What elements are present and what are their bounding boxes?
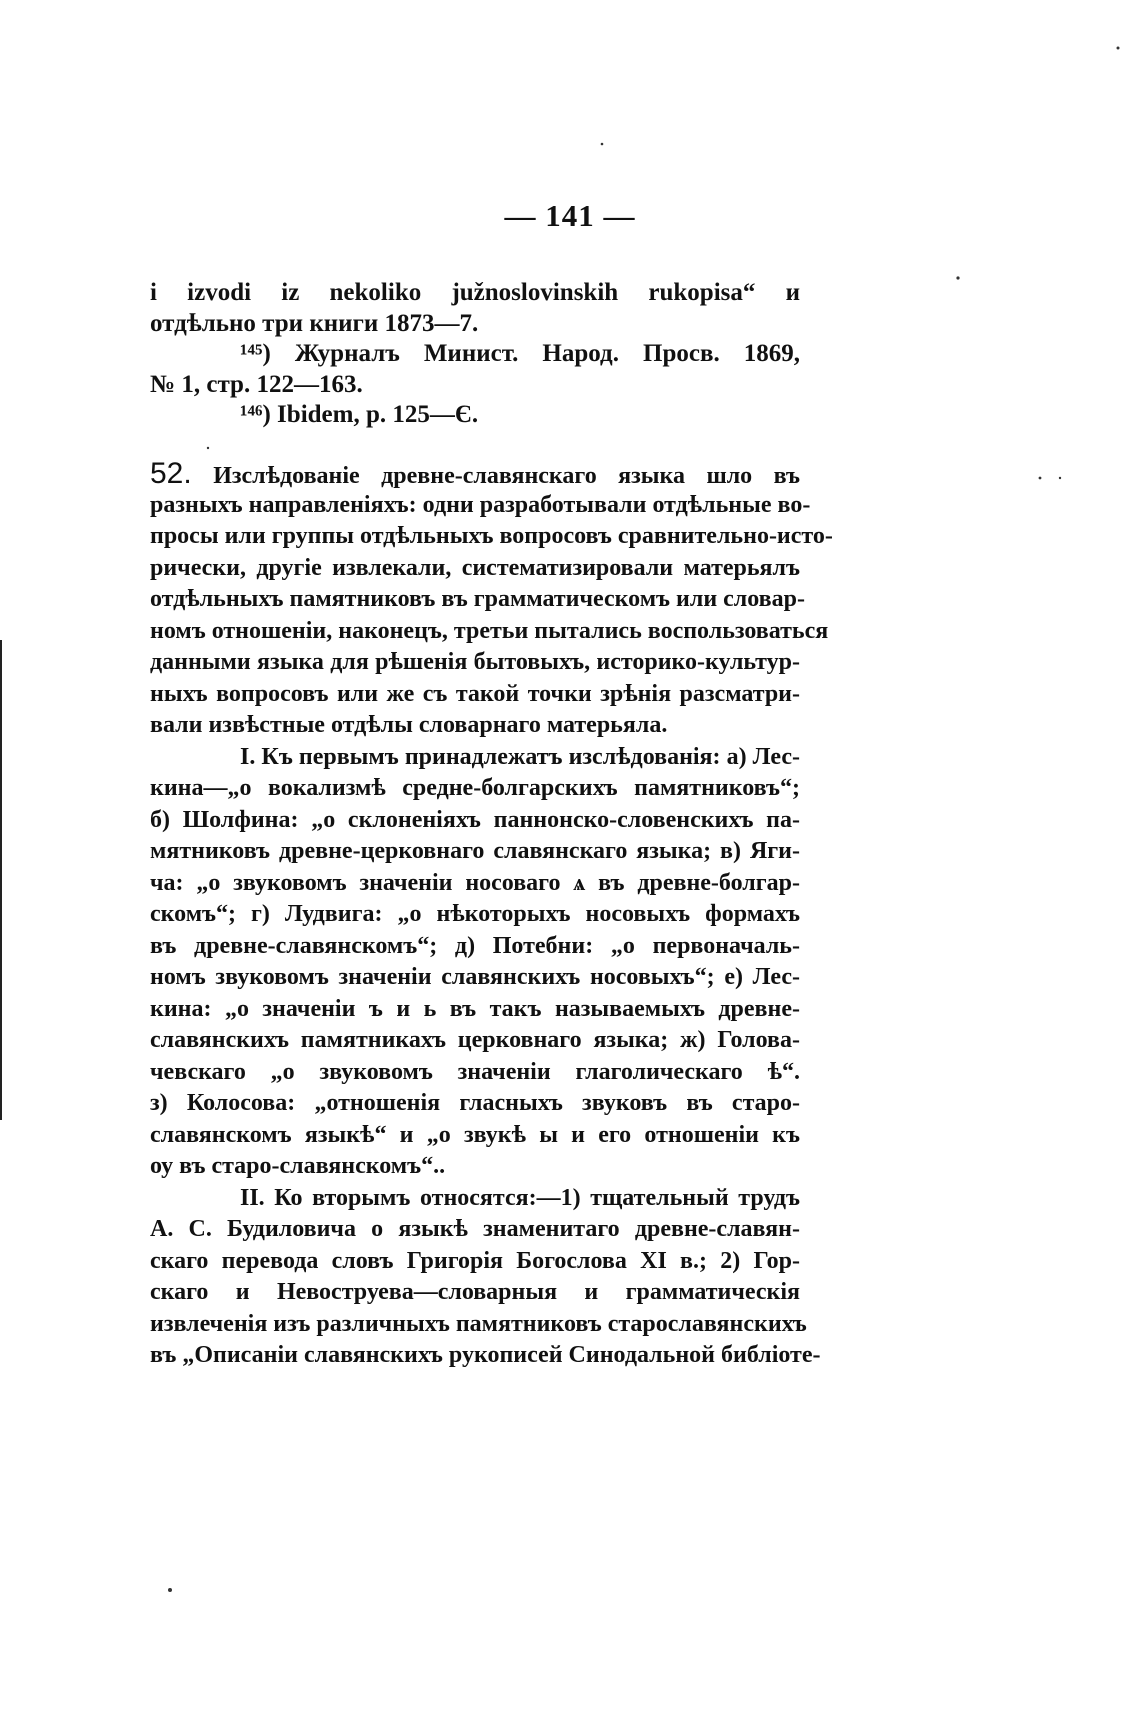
paragraph-1-line: просы или группы отдѣльныхъ вопросовъ сравнительно-исто- (150, 523, 833, 549)
section-number: 52. (150, 457, 192, 490)
speck (1039, 477, 1042, 480)
paragraph-2-line: въ древне-славянскомъ“; д) Потебни: „о первоначаль- (150, 932, 800, 959)
paragraph-2-line: з) Колосова: „отношенiя гласныхъ звуковъ въ старо- (150, 1090, 800, 1116)
paragraph-2-line: ча: „о звуковомъ значенiи носоваго ѧ въ древне-болгар- (150, 869, 800, 896)
paragraph-3-line: извлеченiя изъ различныхъ памятниковъ старославянскихъ (150, 1310, 807, 1337)
paragraph-3-line: скаго перевода словъ Григорiя Богослова XI в.; 2) Гор- (150, 1247, 800, 1274)
speck (1059, 477, 1061, 479)
speck (1117, 47, 1120, 50)
footnote-line: № 1, стр. 122—163. (150, 370, 363, 398)
footnote-line: отдѣльно три книги 1873—7. (150, 309, 479, 337)
paragraph-2-line: славянскихъ памятникахъ церковнаго языка; ж) Голова- (150, 1027, 800, 1053)
scan-edge (0, 640, 2, 1120)
paragraph-2-line: мятниковъ древне-церковнаго славянскаго языка; в) Яги- (150, 838, 800, 864)
paragraph-1-line: данными языка для рѣшенiя бытовыхъ, историко-культур- (150, 649, 800, 675)
footnote-146: ¹⁴⁶) Ibidem, p. 125—Є. (240, 401, 479, 428)
paragraph-1-line: отдѣльныхъ памятниковъ въ грамматическомъ или словар- (150, 586, 805, 612)
paragraph-1-line: номъ отношенiи, наконецъ, третьи пытались воспользоваться (150, 617, 829, 644)
paragraph-3-line: А. С. Будиловича о языкѣ знаменитаго древне-славян- (150, 1216, 800, 1242)
paragraph-2-line: славянскомъ языкѣ“ и „о звукѣ ы и его отношенiи къ (150, 1121, 800, 1148)
speck (168, 1588, 172, 1592)
paragraph-2-line: I. Къ первымъ принадлежатъ изслѣдованiя: а) Лес- (240, 743, 800, 770)
paragraph-2-line: оу въ старо-славянскомъ“.. (150, 1153, 446, 1179)
paragraph-1-line: рически, другiе извлекали, систематизировали матерьялъ (150, 554, 800, 581)
footnote-145: ¹⁴⁵) Журналъ Минист. Народ. Просв. 1869, (240, 340, 800, 367)
paragraph-1-line: разныхъ направленiяхъ: одни разработывали отдѣльные во- (150, 491, 811, 518)
paragraph-3-line: въ „Описанiи славянскихъ рукописей Синодальной библiоте- (150, 1342, 821, 1368)
speck (601, 143, 604, 146)
paragraph-3-line: II. Ко вторымъ относятся:—1) тщательный трудъ (240, 1184, 800, 1211)
paragraph-1-line: вали извѣстные отдѣлы словарнаго матерьяла. (150, 712, 668, 738)
page-number: — 141 — (504, 198, 636, 233)
speck (207, 447, 209, 449)
paragraph-3-line: скаго и Невоструева—словарныя и грамматическiя (150, 1279, 800, 1305)
paragraph-2-line: кина: „о значенiи ъ и ь въ такъ называемыхъ древне- (150, 995, 800, 1022)
speck (956, 276, 959, 279)
paragraph-1-line: Изслѣдованiе древне-славянскаго языка шло въ (213, 463, 801, 489)
paragraph-2-line: кина—„о вокализмѣ средне-болгарскихъ памятниковъ“; (150, 775, 800, 801)
paragraph-2-line: б) Шолфина: „о склоненiяхъ паннонско-словенскихъ па- (150, 806, 800, 833)
paragraph-2-line: чевскаго „о звуковомъ значенiи глаголическаго ѣ“. (150, 1058, 800, 1085)
paragraph-2-line: номъ звуковомъ значенiи славянскихъ носовыхъ“; е) Лес- (150, 964, 800, 990)
paragraph-2-line: скомъ“; г) Лудвига: „о нѣкоторыхъ носовыхъ формахъ (150, 901, 800, 927)
paragraph-1-line: ныхъ вопросовъ или же съ такой точки зрѣнiя разсматри- (150, 680, 800, 707)
footnote-line: i izvodi iz nekoliko južnoslovinskih rukopisa“ и (150, 279, 800, 306)
